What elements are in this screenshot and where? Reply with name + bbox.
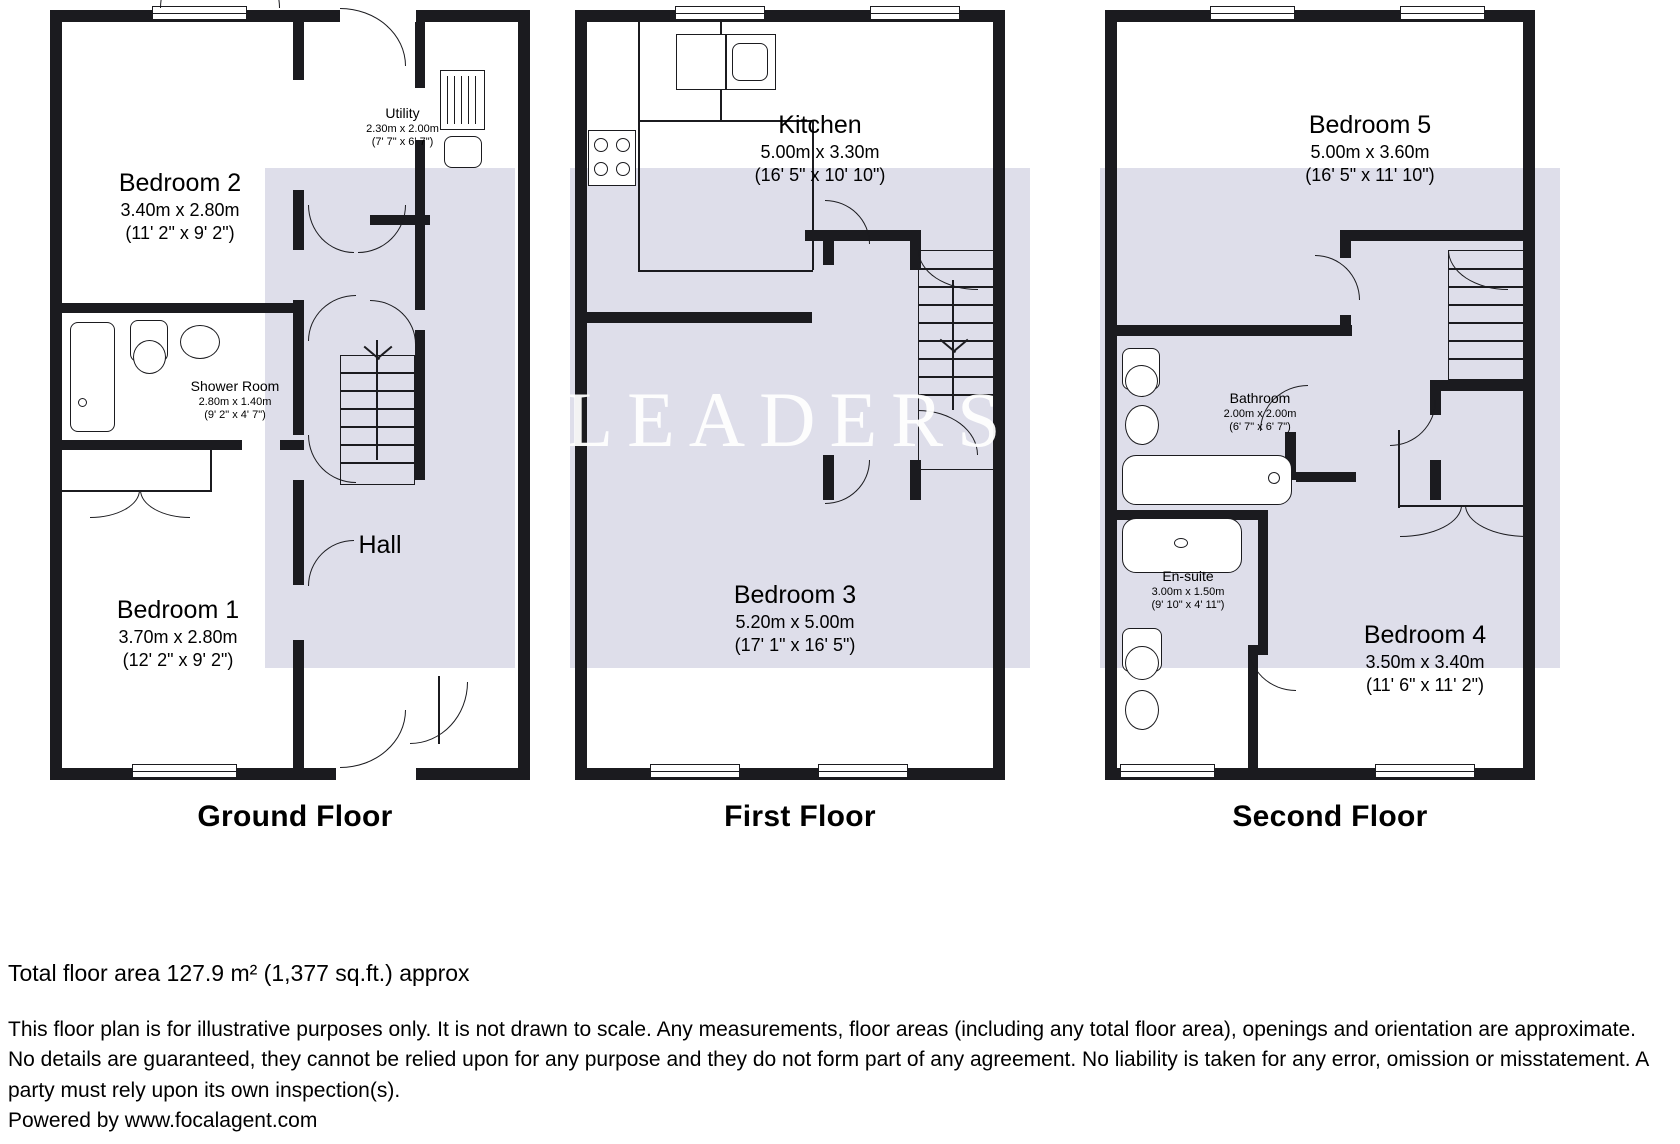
stair-direction-line (952, 280, 954, 410)
floor-title-first: First Floor (724, 800, 876, 833)
wall-internal-v1 (293, 10, 304, 80)
wall-right (518, 10, 530, 780)
room-label-kitchen: Kitchen 5.00m x 3.30m (16' 5" x 10' 10") (754, 111, 886, 185)
wall-utility-v3 (415, 225, 425, 310)
room-label-bedroom3: Bedroom 3 5.20m x 5.00m (17' 1" x 16' 5") (733, 581, 857, 655)
wardrobe-door-swing (90, 490, 140, 518)
wall-bath-right (1296, 472, 1356, 482)
wall-bathroom-top (1117, 325, 1352, 336)
room-label-bedroom4: Bedroom 4 3.50m x 3.40m (11' 6" x 11' 2") (1363, 621, 1487, 695)
stair-tread (340, 390, 415, 392)
second-floor-plan (1100, 0, 1560, 860)
wall-utility-v2 (415, 140, 425, 220)
stair-tread (340, 462, 415, 464)
wall-left (1105, 10, 1117, 780)
kitchen-hob (588, 130, 636, 186)
wall-bottom (50, 768, 530, 780)
room-label-shower-room: Shower Room 2.80m x 1.40m (9' 2" x 4' 7") (190, 378, 280, 422)
wall-utility-v1 (415, 22, 425, 88)
basin-icon (1125, 405, 1159, 445)
wall-shower-top (62, 303, 302, 313)
wall-internal-v4 (293, 480, 304, 585)
stair-tread (1448, 304, 1533, 306)
bath-shower (70, 322, 115, 432)
stair-tread (1448, 322, 1533, 324)
utility-appliance-line (475, 76, 476, 124)
room-label-ensuite: En-suite 3.00m x 1.50m (9' 10" x 4' 11") (1151, 568, 1225, 612)
toilet-icon (1125, 365, 1158, 397)
stair-tread (918, 394, 1003, 396)
window-bedroom3-bottom1 (650, 764, 740, 778)
bathtub (1122, 455, 1292, 505)
first-floor-plan (570, 0, 1030, 860)
window-bedroom2-top (152, 6, 247, 20)
wall-top (50, 10, 530, 22)
stair-tread (918, 340, 1003, 342)
door-leaf-rear (438, 676, 440, 744)
wall-internal-v2 (293, 190, 304, 250)
wall-b5-bottom (1340, 230, 1535, 241)
ground-floor-plan (40, 0, 550, 860)
wall-bottom (575, 768, 1005, 780)
room-label-utility: Utility 2.30m x 2.00m (7' 7" x 6' 7") (366, 105, 439, 149)
stair-tread (918, 358, 1003, 360)
stair-tread (1448, 340, 1533, 342)
floor-title-ground: Ground Floor (197, 800, 393, 833)
room-label-bedroom5: Bedroom 5 5.00m x 3.60m (16' 5" x 11' 10") (1305, 111, 1435, 185)
window-kitchen-top1 (675, 6, 765, 20)
total-floor-area: Total floor area 127.9 m² (1,377 sq.ft.) approx (8, 960, 470, 986)
hob-ring-icon (616, 162, 630, 176)
room-label-bathroom: Bathroom 2.00m x 2.00m (6' 7" x 6' 7") (1223, 390, 1297, 434)
door-swing-top-left (160, 0, 220, 8)
stair-tread (340, 444, 415, 446)
wall-b4-v2 (1430, 460, 1441, 500)
room-label-bedroom2: Bedroom 2 3.40m x 2.80m (11' 2" x 9' 2") (118, 169, 242, 243)
floor-title-second: Second Floor (1232, 800, 1428, 833)
staircase (340, 355, 415, 485)
stair-tread (340, 426, 415, 428)
kitchen-sink-divider (725, 34, 727, 90)
basin-icon (1125, 690, 1159, 730)
stair-tread (340, 372, 415, 374)
toilet-icon (133, 340, 166, 374)
stair-tread (340, 408, 415, 410)
hob-ring-icon (594, 162, 608, 176)
wall-left (575, 10, 587, 780)
leaders-watermark: LEADERS (565, 376, 1015, 463)
wall-stair-side (415, 330, 425, 480)
window-bedroom1-bottom (132, 764, 237, 778)
wall-shower-bottom2 (280, 440, 304, 450)
window-ensuite-bottom (1120, 764, 1215, 778)
bath-plug-icon (1268, 472, 1280, 484)
wall-ensuite-v (1258, 510, 1268, 650)
wall-b4-top (1430, 380, 1535, 391)
room-label-hall: Hall (358, 531, 402, 559)
wardrobe-line (1398, 430, 1400, 508)
window-kitchen-top2 (870, 6, 960, 20)
kitchen-unit-line (638, 22, 640, 272)
wall-left (50, 10, 62, 780)
stair-tread (918, 304, 1003, 306)
window-bedroom3-bottom2 (818, 764, 908, 778)
wardrobe-door-swing (140, 490, 190, 518)
door-swing-front (340, 710, 406, 768)
shower-drain-icon (1174, 538, 1188, 548)
kitchen-unit-line (638, 270, 813, 272)
wardrobe-line (210, 450, 212, 492)
room-label-bedroom1: Bedroom 1 3.70m x 2.80m (12' 2" x 9' 2") (116, 596, 240, 670)
wall-landing (587, 312, 812, 323)
wall-internal-v5 (293, 640, 304, 780)
wall-shower-bottom (62, 440, 242, 450)
kitchen-sink-bowl (732, 43, 768, 81)
hob-ring-icon (616, 138, 630, 152)
window-bedroom4-bottom (1375, 764, 1475, 778)
stair-tread (1448, 358, 1533, 360)
door-swing-top-right (220, 0, 280, 8)
basin-icon (180, 325, 220, 359)
stair-tread (918, 376, 1003, 378)
powered-by-text: Powered by www.focalagent.com (8, 1109, 318, 1133)
hob-ring-icon (594, 138, 608, 152)
window-bedroom5-top2 (1400, 6, 1485, 20)
window-bedroom5-top1 (1210, 6, 1295, 20)
toilet-icon (1125, 646, 1159, 680)
disclaimer-text: This floor plan is for illustrative purposes only. It is not drawn to scale. Any measurements, floor areas (including any total floor area), openings and orientation are approximate. No details are guaranteed, they cannot be relied upon for any purpose and they do not form part of any agreement. No liability is taken for any error, omission or misstatement. A party must rely upon its own inspection(s). (8, 1018, 1649, 1102)
stair-tread (918, 322, 1003, 324)
footer (8, 960, 1668, 1137)
shower-drain-icon (78, 398, 87, 407)
